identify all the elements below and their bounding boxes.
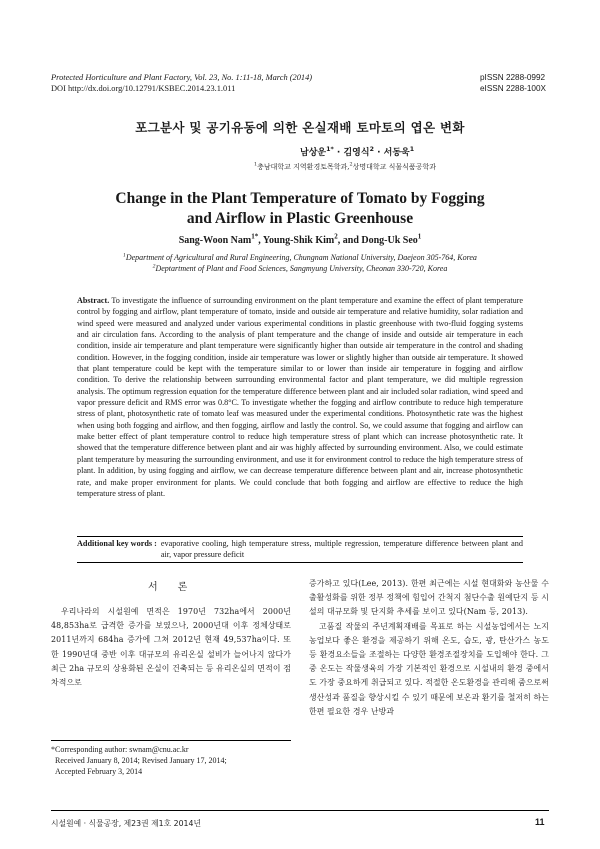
author-separator: · — [336, 148, 341, 158]
english-title-line-1: Change in the Plant Temperature of Tomato by Fogging — [115, 190, 485, 207]
english-author-1-sup: 1* — [251, 232, 259, 241]
english-author-2-sup: 2 — [334, 232, 338, 241]
korean-authors — [300, 145, 414, 158]
keywords — [77, 538, 523, 560]
left-column — [51, 605, 291, 690]
doi-line: DOI http://dx.doi.org/10.12791/KSBEC.2014.23.1.011 — [51, 84, 236, 93]
author-3-sup: 1 — [409, 146, 415, 153]
intro-paragraph-1: 우리나라의 시설원예 면적은 1970년 732ha에서 2000년 48,853ha로 급격한 증가를 보였으나, 2000년대 이후 정체상태로 2011년까지 684ha 증가에 그쳐 2012년 현재 49,537ha이다. 또한 1990년대 중반 이후 대규모의 유리온실 설비가 늘어나지 않다가 최근 2ha 규모의 상용화된 온실이 건축되는 등 유리온실의 면적이 점차적으로 — [51, 607, 291, 688]
affiliation-2-sup: 2 — [349, 161, 353, 168]
author-1-sup: 1* — [326, 146, 334, 153]
english-title — [0, 189, 600, 229]
corresponding-author: *Corresponding author: swnam@cnu.ac.kr — [51, 745, 189, 754]
korean-author-3: 서동욱 — [383, 148, 410, 158]
english-author-2: Young-Shik Kim — [262, 235, 335, 246]
intro-paragraph-2: 증가하고 있다(Lee, 2013). 한편 최근에는 시설 현대화와 농산물 수출활성화를 위한 정부 정책에 힘입어 간척지 첨단수출 원예단지 등 시설의 대규모화 및 단지화 추세를 보이고 있다(Nam 등, 2013). — [309, 579, 549, 617]
korean-author-1: 남상운 — [300, 148, 327, 158]
footer-rule — [51, 810, 549, 811]
abstract-label: Abstract. — [77, 296, 110, 305]
author-2-sup: 2 — [369, 146, 374, 153]
issn-block — [480, 72, 560, 94]
english-author-1: Sang-Woon Nam — [178, 235, 252, 246]
english-author-3-sup: 1 — [417, 232, 422, 241]
intro-paragraph-3: 고품질 작물의 주년계획재배를 목표로 하는 시설농업에서는 노지농업보다 좋은 환경을 제공하기 위해 온도, 습도, 광, 탄산가스 농도 등 환경요소들을 조절하는 다양한 환경조절장치를 도입해야 한다. 그 중 온도는 작물생육의 가장 기본적인 환경으로 시설내의 환경 중에서도 가장 중요하게 취급되고 있다. 적절한 온도환경을 관리해 줌으로써 생산성과 품질을 향상시킬 수 있기 때문에 보온과 환기를 철저히 하는 한편 필요한 경우 난방과 — [309, 621, 549, 716]
footnote-rule — [51, 740, 291, 741]
keywords-text: evaporative cooling, high temperature stress, multiple regression, temperature difference between plant and air, vapor pressure deficit — [160, 539, 523, 559]
author-sep: , — [258, 235, 263, 246]
english-author-3: Dong-Uk Seo — [361, 235, 418, 246]
korean-affiliations — [254, 162, 436, 172]
footnote — [51, 744, 291, 777]
page-number: 11 — [535, 817, 545, 827]
english-affiliation-2: $^2$Deptartment of Plant and Food Sciences, Sangmyung University, Cheonan 330-720, Korea — [152, 263, 448, 273]
korean-author-2: 김영식 — [343, 148, 370, 158]
abstract-text: To investigate the influence of surrounding environment on the plant temperature and examine the effect of plant temperature control by fogging and airflow, plant temperature of tomato, inside and outside air temperature and relative humidity, solar radiation and wind speed were measured and analyzed under various experimental conditions in plastic greenhouse with two-fluid fogging systems and air circulation fans. According to the analysis of plant temperature and the change of inside and outside air temperature in each condition, inside air temperature and plant temperature were significantly higher than outside air temperature in the control and shading condition. However, in the fogging condition, inside air temperature was lower or slightly higher than outside air temperature. It showed that plant temperature could be kept with the temperature similar to or lower than inside air temperature in fogging and airflow condition. To derive the relationship between surrounding environmental factor and plant temperature, we did multiple regression analysis. The optimum regression equation for the temperature difference between plant and air included solar radiation, wind speed and vapor pressure deficit and RMS error was 0.8°C. To investigate whether the fogging and airflow contribute to reduce high temperature stress of plant, photosynthetic rate of tomato leaf was measured under the experimental conditions. Photosynthetic rate was the highest when using both fogging and airflow, and then fogging, airflow and lastly the control. So, we could assume that fogging and airflow can make better effect of plant temperature control to reduce high temperature stress of plant which can increase photosynthetic rate. It showed that the temperature difference between plant and air was highly affected by surrounding environment. Also, we could estimate plant temperature by measuring the surrounding environment, and use it for environment control to reduce the high temperature stress of plant. In addition, by using fogging and airflow, we can decrease temperature difference between plant and air, increase photosynthetic rate, and make proper environment for plants. We could conclude that both fogging and airflow are effective to reduce the high temperature stress of plant. — [77, 296, 523, 498]
affiliation-1-sup: 1 — [254, 161, 258, 168]
english-affiliations — [0, 252, 600, 274]
eissn: eISSN 2288-100X — [480, 84, 546, 93]
korean-title: 포그분사 및 공기유동에 의한 온실재배 토마토의 엽온 변화 — [135, 120, 465, 135]
section-title: 서론 — [148, 582, 208, 593]
abstract — [77, 295, 523, 499]
keywords-bottom-rule — [77, 562, 523, 563]
received-date: Received January 8, 2014; Revised January 17, 2014; — [55, 756, 227, 765]
english-title-line-2: and Airflow in Plastic Greenhouse — [186, 210, 414, 227]
english-authors — [0, 232, 600, 246]
journal-line: Protected Horticulture and Plant Factory, Vol. 23, No. 1:11-18, March (2014) — [51, 73, 313, 82]
footer-journal: 시설원예 · 식물공장, 제23권 제1호 2014년 — [51, 819, 201, 828]
journal-citation — [51, 72, 381, 94]
pissn: pISSN 2288-0992 — [480, 73, 546, 82]
keywords-label: Additional key words : — [77, 539, 157, 548]
korean-affiliation-2: 상명대학교 식물식품공학과 — [352, 163, 436, 171]
author-separator: · — [377, 148, 381, 158]
right-column — [309, 577, 549, 719]
keywords-top-rule — [77, 536, 523, 537]
korean-affiliation-1: 충남대학교 지역환경토목학과, — [257, 163, 350, 171]
author-sep: , and — [337, 235, 362, 246]
accepted-date: Accepted February 3, 2014 — [55, 767, 143, 776]
english-affiliation-1: $^1$Department of Agricultural and Rural Engineering, Chungnam National University, Daejeon 305-764, Korea — [123, 252, 477, 262]
